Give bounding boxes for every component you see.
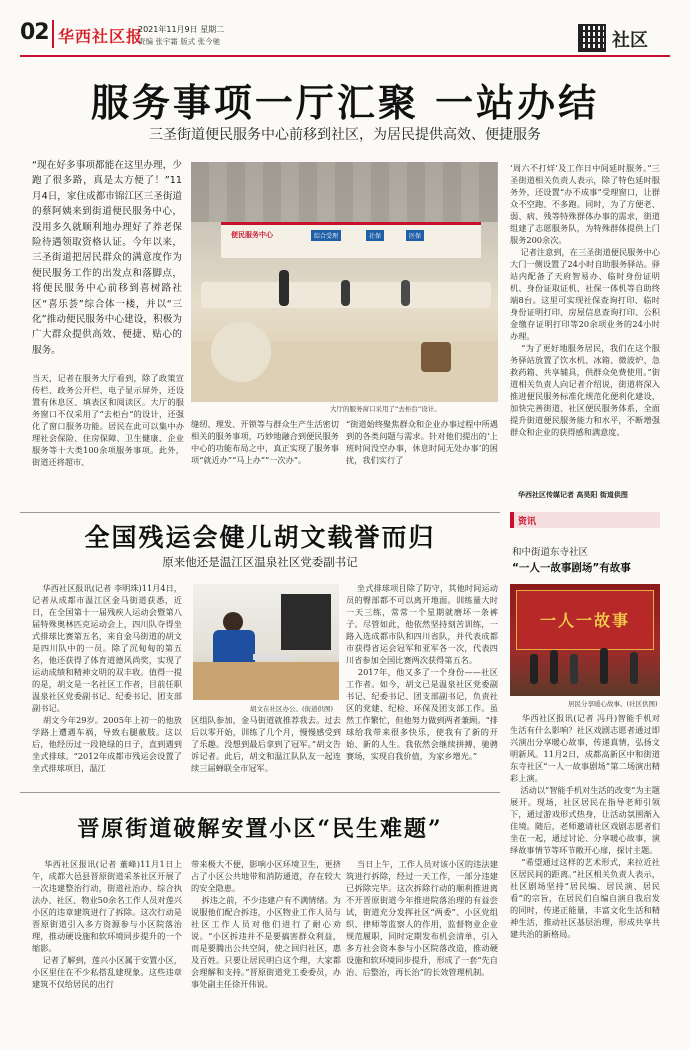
service-hall-photo [191,162,498,402]
article3-col3: 当日上午，工作人员对该小区的违法建筑进行拆除，经过一天工作，一部分违建已拆除完毕。这次拆除行动的顺利推进离不开晋原街道今年推进院落治理的有益尝试，街道充分发挥社区“两委”、小区党组织、律师等监察人的作用，监督物业企业规范履职，同时定期发布机会清单，引入多方社会资本参与小区院落改造，推动硬设施和软环境同步提升，形成了一套“先自治、后整治，再长治”的长效管理机制。 [346,859,498,977]
brand-divider [52,20,54,48]
article2-col3: 坐式排球项目除了防守，其他时间运动员的臀部都不可以离开地面。训练量大时一天三练，常常一个星期就磨坏一条裤子。尽管如此，他依然坚持刻苦训练，一路入选成都市队和四川省队，并代表成都市获得省运会冠军和亚军各一次，代表四川省参加全国比赛两次获得第五名。 2017年，他又多了一个身份——社区工作者。如今，胡文已是温泉社区党委副书记、纪委书记、团支部副书记，负责社区的党建、纪检、环保及团支部工作。虽然工作繁忙，但他努力做到两者兼顾。“排球给我带来很多快乐，使我有了新的开始、新的人生。我依然会继续拼搏，驰骋赛场，实现自我价值，为家乡增光。” [346,583,498,761]
hall-sign-1: 便民服务中心 [231,231,273,239]
news-brief-title: “一人一故事剧场”有故事 [512,562,631,574]
hu-wen-caption: 胡文在社区办公。(街道供图) [250,705,334,713]
article1-subtitle: 三圣街道便民服务中心前移到社区，为居民提供高效、便捷服务 [149,127,541,143]
section-name: 社区 [612,30,648,51]
stage-banner-text: 一人一故事 [539,611,630,630]
page-number: 02 [20,20,49,45]
article2-title: 全国残运会健儿胡文载誉而归 [84,523,436,552]
article2-col1: 华西社区报讯(记者 李明珠)11月4日，记者从成都市温江区金马街道获悉，近日，在全国第十一届残疾人运动会暨第八届特殊奥林匹克运动会上，四川队夺得坐式排球比赛第五名，来自金马街道的胡文是四川队中的一员。除了沉甸甸的第五名，他还获得了体育道德风尚奖，实现了运动成绩和精神文明的双丰收。值得一提的是，胡文是一名社区工作者，目前任职温泉社区党委副书记、纪委书记、团支部副书记。 胡文今年29岁。2005年上初一的他放学路上遭遇车祸，导致右腿截肢。这以后，他经历过一段艳绿的日子，直到遇到坐式排球。“2012年成都市残运会设置了坐式排球项目，温江 [32,583,182,773]
section-divider-2 [20,792,500,793]
article1-title: 服务事项一厅汇聚 一站办结 [90,80,600,125]
issue-date: 2021年11月9日 星期二 [138,25,225,34]
section-divider-1 [20,512,500,513]
editors-line: 责编 张宇霜 版式 张今驰 [138,37,221,46]
hall-sign-4: 医保 [406,230,424,241]
article1-col3: “街道始终聚焦群众和企业办事过程中所遇到的各类问题与需求。针对他们提出的‘上班时间没空办事，休息时间无处办事’的困扰，我们实行了 [346,419,498,465]
article1-col2: 缝纫、理发、开锁等与群众生产生活密切相关的服务事项，巧妙地融合到便民服务中心的功能布局之中，真正实现了服务事项“就近办”“马上办”“一次办”。 [191,419,339,465]
news-brief-tag-marker [510,512,514,528]
article3-col1: 华西社区报讯(记者 董峰)11月1日上午，成都大邑县晋原街道采茶社区开展了一次违建整治行动，街道社治办、综合执法办、社区、物业50余名工作人员对莲兴小区的违章建筑进行了拆除。这次行动是晋原街道引入多方资源参与小区院落治理，推动硬设施和软环境同步提升的一个缩影。 记者了解到，莲兴小区属于安置小区，小区里住在不少私搭乱建现象。这些违章建筑不仅给居民的出行 [32,859,182,989]
article2-subtitle: 原来他还是温江区温泉社区党委副书记 [162,555,358,569]
qr-code [578,24,606,52]
hu-wen-photo [193,584,339,700]
article1-col4: ‘周六不打烊’及工作日中间延时服务。”三圣街道相关负责人表示，除了特色延时服务外，还设置“办不成事”受理窗口，让群众不空跑、不多跑。同时，为了方便老、弱、病、残等特殊群体办事的需求，街道组建了志愿服务队，为特殊群体提供上门服务200余次。 记者注意到，在三圣街道便民服务中心大门一侧设置了24小时自助服务驿站。驿站内配备了天府智易办、临时身份证明机、身份证取证机、社保一体机等自助终端8台。这里可实现社保查询打印、临时身份证明打印、房屋信息查询打印、公积金缴存证明打印等20余项业务的24小时办理。 “为了更好地服务居民，我们在这个服务驿站放置了饮水机、冰箱、微波炉、急救药箱、共享辅具，供群众免费使用。”街道相关负责人向记者介绍说，街道将深入推进便民服务标准化规范化便利化建设，加快完善街道、社区便民服务体系，全面提升街道便民服务能力和水平，不断增强群众和企业的获得感和满意度。 [510,163,660,437]
brand-name: 华西社区报 [58,27,144,46]
article3-title: 晋原街道破解安置小区“民生难题” [77,816,443,842]
hall-sign-3: 社保 [366,230,384,241]
article2-col2: 区组队参加，金马街道就推荐我去。过去后以零开始，训练了几个月，慢慢感受到了乐趣。没想到最后拿到了冠军。”胡文告诉记者。此后，胡文和温江队队友一起连续三届蝉联全市冠军。 [191,715,341,773]
article1-col1: 当天，记者在服务大厅看到，除了政策宣传栏、政务公开栏、电子显示屏外，还设置有休息区、填表区和阅读区。大厅的服务窗口不仅采用了“去柜台”的设计，还强化了窗口服务功能。居民在此可以集中办理社会保险、住房保障、卫生健康、企业服务等十大类100余项服务事项。此外，街道还将超市、 [32,373,184,467]
header-rule [20,55,670,57]
article3-col2: 带来极大不便，影响小区环境卫生，更挤占了小区公共地带和消防通道，存在较大的安全隐患。 拆违之前，不少违建户有不满情绪。为说服他们配合拆违，小区物业工作人员与社区工作人员对他们进行了耐心劝说。“小区拆违并不是要搞害群众利益，而是要腾出公共空间，使之回归社区，惠及百姓。只要让居民明白这个理，大家都会理解和支持。”晋原街道党工委委员，办事处副主任徐开伟说。 [191,859,341,989]
article1-byline: 华西社区传媒记者 高昊阳 街道供图 [518,491,628,499]
article1-lead: “现在好多事项都能在这里办理，少跑了很多路，真是太方便了！”11月4日，家住成都市锦江区三圣街道的蔡阿姨来到街道便民服务中心，没用多久就顺利地办理好了养老保险待遇领取资格认证。今年以来，三圣街道把居民群众的满意度作为便民服务工作的出发点和落脚点，将便民服务中心前移到喜树路社区“喜乐荟”综合体一楼，并以“三化”推动便民服务中心建设，积极为广大群众提供高效、便捷、贴心的服务。 [32,160,182,356]
story-theatre-photo [510,584,660,696]
news-brief-body: 华西社区报讯(记者 冯丹)智能手机对生活有什么影响？社区戏剧志愿者通过即兴演出分享暖心故事，传递真情，弘扬文明新风。11月2日，成都高新区中和街道东寺社区“一人一故事剧场”第二场演出精彩上演。 活动以“智能手机对生活的改变”为主题展开。现场，社区居民在指导老师引领下，通过游戏形式热身，让活动氛围渐入佳境。随后，老师邀请社区戏剧志愿者们坐在一起，通过讨论、分享暖心故事，演绎故事情节等环节敞开心扉，探讨主题。 “希望通过这样的艺术形式，来拉近社区居民间的距离。”社区相关负责人表示，社区剧场坚持“居民编、居民演、居民看”的宗旨，在居民们自编自演自我启发的同时，传递正能量，丰富文化生活和精神生活，推动社区基层治理，形成共享共建共治的新格局。 [510,713,660,939]
service-hall-caption: 大厅的服务窗口采用了“去柜台”设计。 [330,405,441,413]
story-theatre-caption: 居民分享暖心故事。(社区供图) [568,700,658,708]
news-brief-tag: 资讯 [518,517,537,527]
news-brief-kicker: 和中街道东寺社区 [512,547,589,558]
hall-sign-2: 综合受理 [311,230,341,241]
